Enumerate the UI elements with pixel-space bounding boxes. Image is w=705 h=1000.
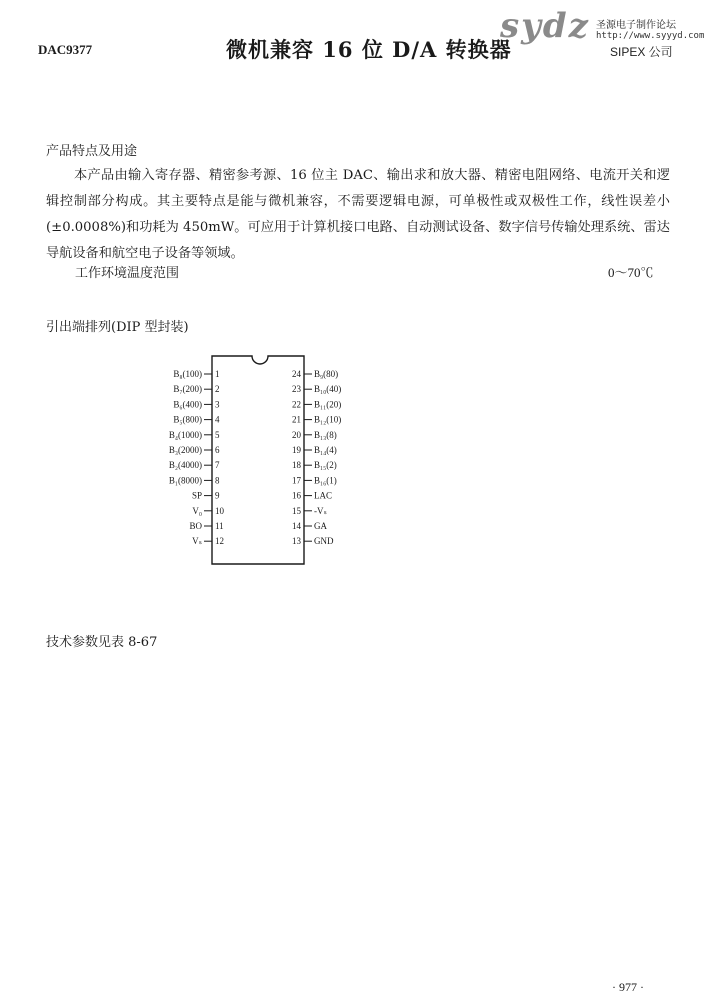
pin-number-left: 9	[215, 490, 220, 501]
dip-pinout-diagram	[130, 350, 390, 570]
pin-number-right: 19	[292, 445, 301, 455]
temperature-range-value: 0～70℃	[608, 265, 654, 280]
pin-number-left: 7	[215, 460, 220, 471]
pin-name-left: SP	[191, 490, 202, 501]
pin-number-left: 11	[215, 521, 224, 531]
watermark-logo: sydz	[500, 6, 590, 46]
pin-name-left: B₈(100)	[173, 369, 202, 379]
pin-number-left: 6	[215, 445, 220, 455]
pin-name-right: B₁₆(1)	[314, 475, 337, 486]
pin-number-left: 4	[215, 414, 220, 425]
pin-number-right: 18	[292, 460, 301, 471]
pin-number-right: 23	[292, 384, 301, 395]
watermark	[486, 0, 705, 62]
chip-body	[212, 356, 304, 564]
pin-name-left: B₂(4000)	[168, 460, 202, 471]
watermark-url: http://www.syyyd.com	[596, 31, 705, 41]
pin-number-right: 24	[292, 369, 301, 379]
part-number: DAC9377	[38, 42, 93, 57]
pin-name-left: BO	[189, 521, 202, 531]
pin-name-left: B₇(200)	[173, 384, 202, 395]
pin-number-right: 22	[292, 399, 301, 410]
pin-number-right: 16	[292, 490, 301, 501]
pin-name-right: -Vₛ	[314, 505, 327, 516]
features-heading: 产品特点及用途	[46, 144, 138, 159]
pin-number-right: 15	[292, 505, 301, 516]
pin-name-right: B₁₂(10)	[314, 414, 342, 425]
pin-name-left: B₁(8000)	[168, 475, 202, 486]
pin-name-left: B₃(2000)	[168, 445, 202, 455]
page-number: · 977 ·	[612, 980, 644, 994]
pin-number-right: 13	[292, 536, 301, 547]
pin-name-left: B₅(800)	[173, 414, 202, 425]
pin-name-left: B₆(400)	[173, 399, 202, 410]
pin-name-right: GND	[314, 536, 334, 547]
pin-name-left: B₄(1000)	[168, 429, 202, 440]
pin-name-right: GA	[314, 521, 327, 531]
pin-name-right: LAC	[314, 490, 332, 501]
pin-name-left: V₀	[192, 505, 202, 516]
watermark-forum: 圣源电子制作论坛	[596, 20, 676, 31]
pin-number-left: 2	[215, 384, 220, 395]
pin-number-left: 3	[215, 399, 220, 410]
pin-number-right: 14	[292, 521, 301, 531]
document-title: 微机兼容 16 位 D/A 转换器	[226, 37, 512, 62]
pin-number-right: 21	[292, 414, 301, 425]
pin-number-left: 10	[215, 505, 224, 516]
pin-name-right: B₁₄(4)	[314, 445, 337, 455]
pin-name-right: B₁₀(40)	[314, 384, 342, 395]
pin-name-right: B₁₁(20)	[314, 399, 342, 410]
pin-name-right: B₁₅(2)	[314, 460, 337, 471]
pin-name-right: B₉(80)	[314, 369, 339, 379]
pinout-heading: 引出端排列(DIP 型封装)	[46, 320, 189, 335]
pin-name-right: B₁₃(8)	[314, 429, 337, 440]
pin-number-left: 8	[215, 475, 220, 486]
tech-params-reference: 技术参数见表 8-67	[46, 635, 158, 650]
pin-number-left: 1	[215, 369, 220, 379]
pin-name-left: Vₛ	[192, 536, 202, 547]
temperature-range-label: 工作环境温度范围	[75, 266, 180, 281]
watermark-company: SIPEX 公司	[610, 45, 673, 59]
pin-number-right: 20	[292, 429, 301, 440]
pin-number-left: 12	[215, 536, 224, 547]
pin-number-left: 5	[215, 429, 220, 440]
features-paragraph: 本产品由输入寄存器、精密参考源、16 位主 DAC、输出求和放大器、精密电阻网络、电流开关和逻辑控制部分构成。其主要特点是能与微机兼容，不需要逻辑电源，可单极性或双极性工作，线性误差小(±0.0008%)和功耗为 450mW。可应用于计算机接口电路、自动测试设备、数字信号传输处理系统、雷达导航设备和航空电子设备等领域。	[46, 168, 670, 261]
pin-number-right: 17	[292, 475, 301, 486]
